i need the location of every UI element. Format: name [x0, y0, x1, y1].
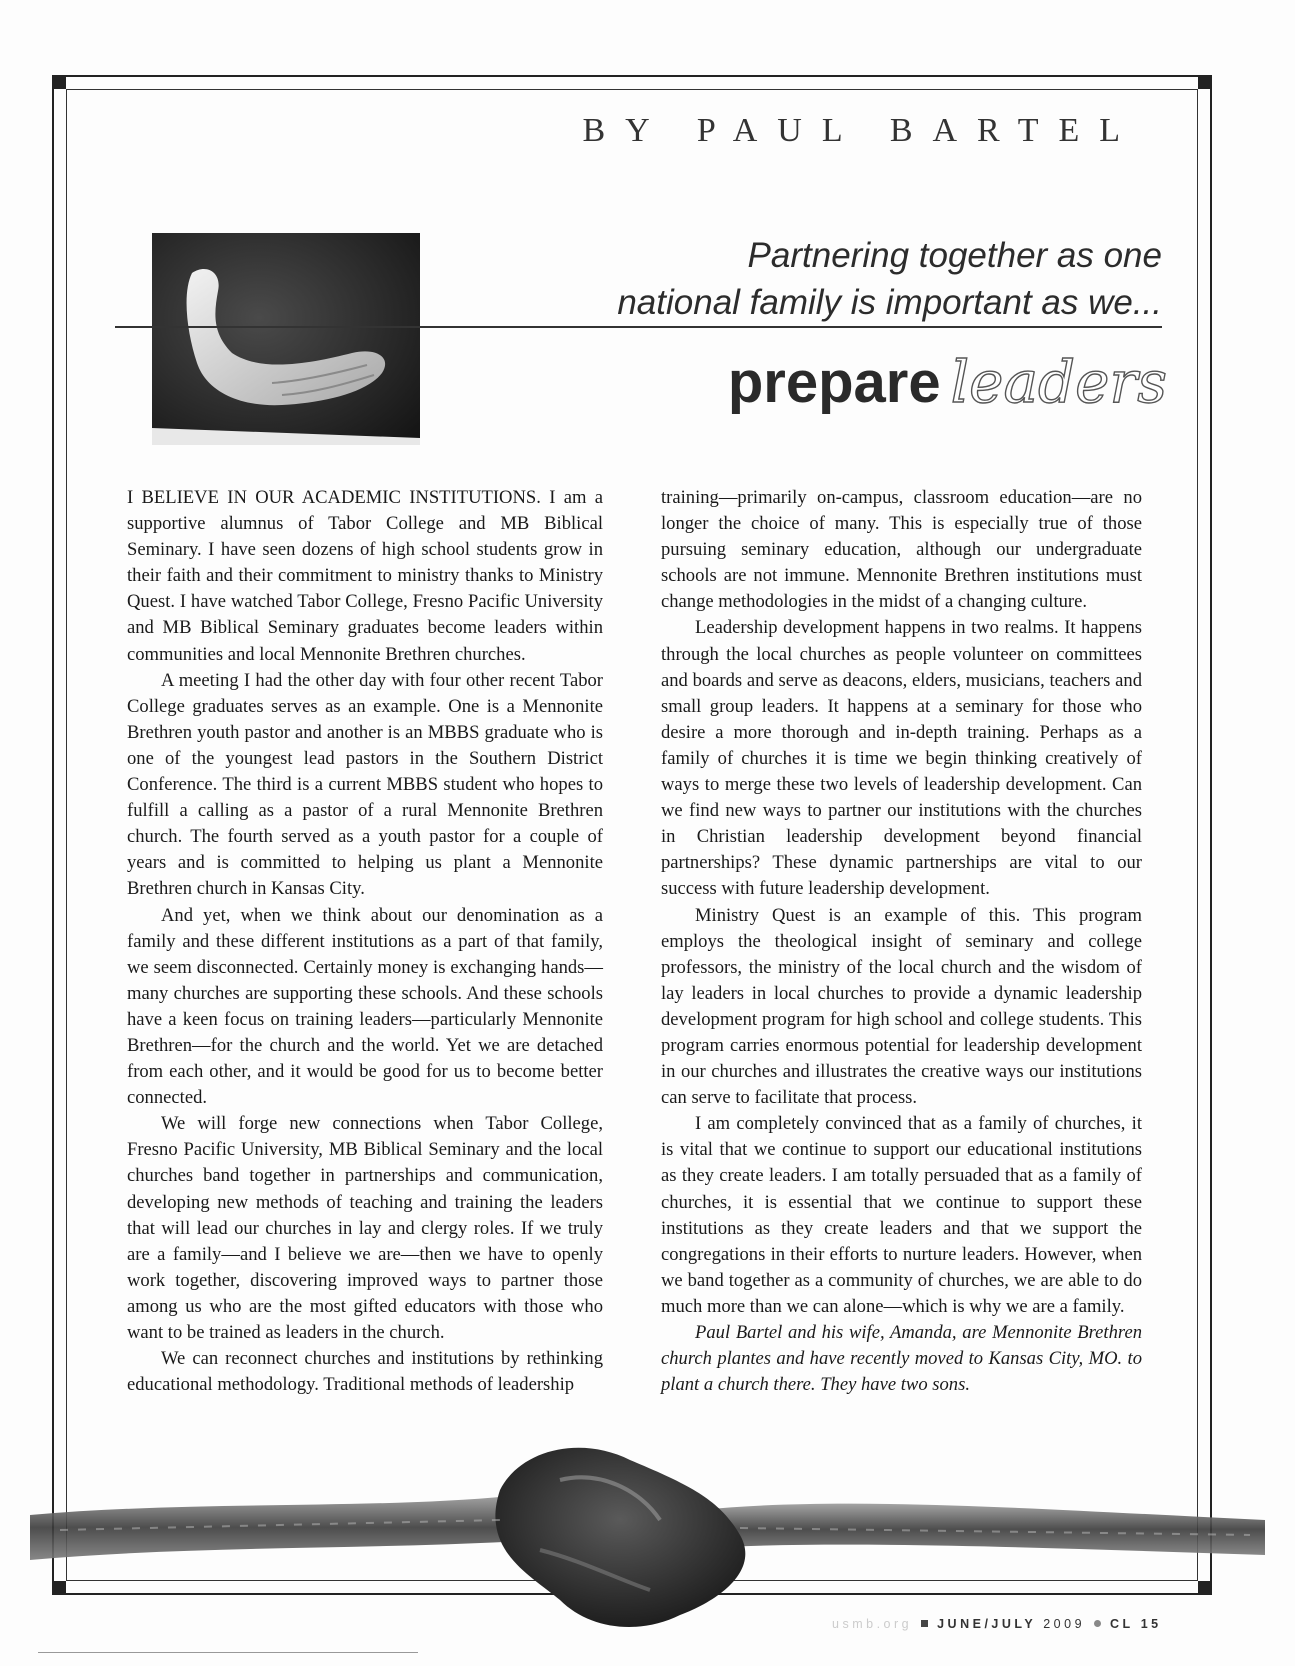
- byline: BY PAUL BARTEL: [582, 112, 1140, 149]
- author-bio: Paul Bartel and his wife, Amanda, are Mennonite Brethren church plantes and have recently moved to Kansas City, MO. to plant a church there. They have two sons.: [661, 1322, 1142, 1396]
- headline-line-1: Partnering together as one: [747, 236, 1162, 275]
- headline: [617, 232, 1162, 326]
- paragraph: Ministry Quest is an example of this. This program employs the theological insight of seminary and college professors, the ministry of the local church and the wisdom of lay leaders in local churches to provide a dynamic leadership development program for high school and college students. This program carries enormous potential for leadership development in our churches and illustrates the creative ways our institutions can serve to facilitate that process.: [661, 904, 1142, 1109]
- paragraph: And yet, when we think about our denomination as a family and these different institutions as a part of that family, we seem disconnected. Certainly money is exchanging hands—many churches are supporting these schools. And these schools have a keen focus on training leaders—particularly Mennonite Brethren—for the church and the world. Yet we are detached from each other, and it would be good for us to become better connected.: [127, 904, 603, 1109]
- frame-corner: [52, 75, 66, 89]
- paragraph: I BELIEVE IN OUR ACADEMIC INSTITUTIONS. I am a supportive alumnus of Tabor College and MB Biblical Seminary. I have seen dozens of high school students grow in their faith and their commitment to ministry thanks to Ministry Quest. I have watched Tabor College, Fresno Pacific University and MB Biblical Seminary graduates become leaders within communities and local Mennonite Brethren churches.: [127, 487, 603, 665]
- square-bullet-icon: [921, 1620, 928, 1627]
- paragraph: Leadership development happens in two realms. It happens through the local churches as people volunteer on committees and boards and serve as deacons, elders, musicians, teachers and small group leaders. It happens at a seminary for those who desire a more thorough and in-depth training. Perhaps as a family of churches it is time we begin thinking creatively of ways to merge these two levels of leadership development. Can we find new ways to partner our institutions with the churches in Christian leadership development beyond financial partnerships? These dynamic partnerships are vital to our success with future leadership development.: [661, 617, 1142, 900]
- paragraph: training—primarily on-campus, classroom education—are no longer the choice of many. This is especially true of those pursuing seminary education, although our undergraduate schools are not immune. Mennonite Brethren institutions must change methodologies in the midst of a changing culture.: [661, 487, 1142, 613]
- paragraph: I am completely convinced that as a family of churches, it is vital that we continue to support our educational institutions as they create leaders. I am totally persuaded that as a family of churches, it is essential that we continue to support these institutions as they create leaders and that we support the congregations in their efforts to nurture leaders. However, when we band together as a community of churches, we are able to do much more than we can alone—which is why we are a family.: [661, 1113, 1142, 1317]
- frame-corner: [1198, 75, 1212, 89]
- footer-issue: JUNE/JULY: [937, 1617, 1037, 1631]
- left-column: [127, 485, 603, 1398]
- title-leaders: leaders: [950, 348, 1167, 416]
- page-number: 15: [1140, 1617, 1162, 1631]
- dot-bullet-icon: [1094, 1620, 1101, 1627]
- paragraph: We can reconnect churches and institutions by rethinking educational methodology. Traditional methods of leadership: [127, 1348, 603, 1396]
- footer-year: 2009: [1043, 1617, 1086, 1631]
- right-column: [661, 485, 1142, 1398]
- paragraph: A meeting I had the other day with four other recent Tabor College graduates serves as an example. One is a Mennonite Brethren youth pastor and another is an MBBS graduate who is one of the youngest lead pastors in the Southern District Conference. The third is a current MBBS student who hopes to fulfill a calling as a pastor of a rural Mennonite Brethren church. The fourth served as a youth pastor for a couple of years and is committed to helping us plant a Mennonite Brethren church in Kansas City.: [127, 669, 603, 900]
- headline-rule: [115, 326, 1162, 328]
- hand-icon: [152, 233, 420, 445]
- title-prepare-leaders: [728, 348, 1167, 416]
- footer-magazine: CL: [1110, 1617, 1134, 1631]
- title-prepare: prepare: [727, 350, 941, 415]
- paragraph: We will forge new connections when Tabor College, Fresno Pacific University, MB Biblical Seminary and the local churches band together in partnerships and communication, developing new methods of teaching and training the leaders that will lead our churches in lay and clergy roles. If we truly are a family—and I believe we are—then we have to openly work together, discovering improved ways to partner those among us who are the most gifted educators with those who want to be trained as leaders in the church.: [127, 1113, 603, 1343]
- open-hand-photo: [152, 233, 420, 445]
- knotted-rope-image: [0, 1440, 1295, 1640]
- footer-site: usmb.org: [832, 1617, 913, 1631]
- page-footer: [832, 1617, 1162, 1631]
- bottom-rule: [38, 1652, 418, 1653]
- headline-line-2: national family is important as we...: [617, 283, 1162, 322]
